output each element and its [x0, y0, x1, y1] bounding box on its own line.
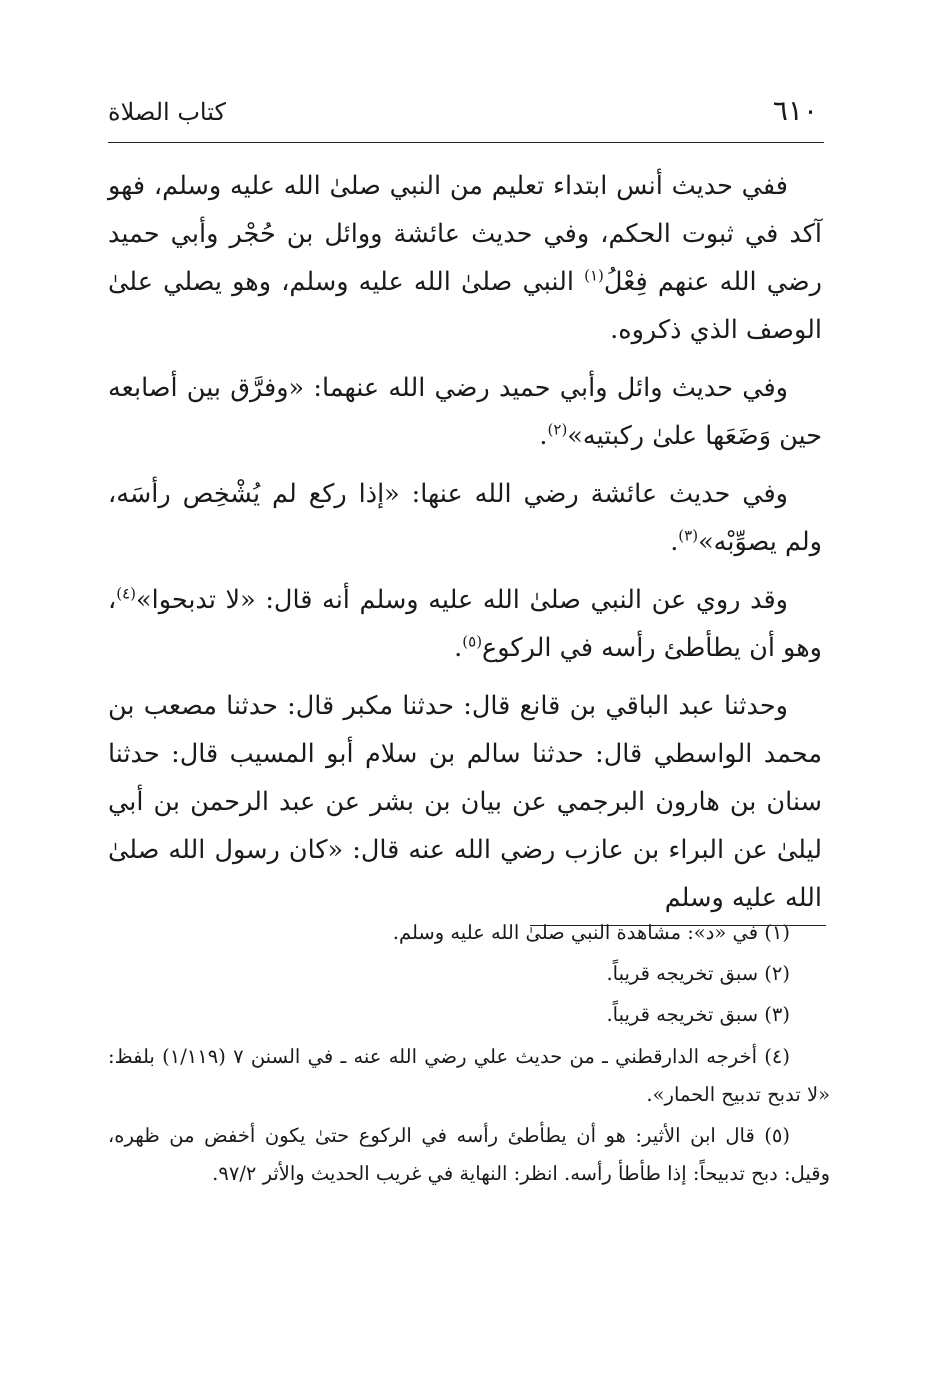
paragraph-text: النبي صلىٰ الله عليه وسلم، وهو يصلي علىٰ الوصف الذي ذكروه.: [108, 267, 822, 345]
footnote-reference: (١): [584, 266, 604, 285]
paragraph-text: .: [539, 421, 548, 451]
footnote-2: (٢) سبق تخريجه قريباً.: [606, 962, 790, 985]
paragraph-text: وفي حديث وائل وأبي حميد رضي الله عنهما: «وفرَّق بين أصابعه حين وَضَعَها علىٰ ركبتيه»: [108, 373, 822, 451]
header-rule: [108, 142, 824, 143]
paragraph-text: .: [454, 633, 463, 663]
paragraph-text: ففي حديث أنس ابتداء تعليم من النبي صلىٰ الله عليه وسلم، فهو آكد في ثبوت الحكم، وفي حديث عائشة ووائل بن حُجْر وأبي حميد رضي الله عنهم فِعْلُ: [108, 171, 822, 297]
page-number: ٦١٠: [772, 94, 818, 127]
main-text: [108, 162, 822, 932]
footnote-3: (٣) سبق تخريجه قريباً.: [606, 1003, 790, 1026]
footnote-reference: (٤): [116, 584, 137, 603]
footnote-reference: (٣): [678, 526, 699, 545]
footnote-reference: (٢): [547, 420, 568, 439]
paragraph-2: [108, 364, 822, 460]
paragraph-3: [108, 470, 822, 566]
paragraph-4: [108, 576, 822, 672]
footnote-1: (١) في «د»: مشاهدة النبي صلىٰ الله عليه وسلم.: [392, 921, 790, 944]
paragraph-5: [108, 682, 822, 922]
footnote-5: (٥) قال ابن الأثير: هو أن يطأطئ رأسه في الركوع حتىٰ يكون أخفض من ظهره، وقيل: دبح تدبيحاً: إذا طأطأ رأسه. انظر: النهاية في غريب الحديث والأثر ٩٧/٢.: [108, 1124, 830, 1185]
paragraph-text: وفي حديث عائشة رضي الله عنها: «إذا ركع لم يُشْخِص رأسَه، ولم يصوِّبْه»: [108, 479, 822, 557]
footnote-reference: (٥): [462, 632, 483, 651]
paragraph-text: .: [670, 527, 679, 557]
paragraph-text: وحدثنا عبد الباقي بن قانع قال: حدثنا مكبر قال: حدثنا مصعب بن محمد الواسطي قال: حدثنا سالم بن سلام أبو المسيب قال: حدثنا سنان بن هارون البرجمي عن بيان بن بشر عن عبد الرحمن بن أبي ليلىٰ عن البراء بن عازب رضي الله عنه قال: «كان رسول الله صلىٰ الله عليه وسلم: [108, 691, 822, 913]
footnotes: [108, 912, 830, 1193]
page-header: [108, 94, 824, 134]
paragraph-text: وقد روي عن النبي صلىٰ الله عليه وسلم أنه قال: «لا تدبحوا»: [136, 585, 788, 615]
paragraph-text: ، وهو أن يطأطئ رأسه في الركوع: [108, 585, 822, 663]
running-title: كتاب الصلاة: [108, 98, 226, 126]
paragraph-1: [108, 162, 822, 354]
footnote-4: (٤) أخرجه الدارقطني ـ من حديث علي رضي الله عنه ـ في السنن ٧ (١/١١٩) بلفظ: «لا تدبح تدبيح الحمار».: [108, 1045, 830, 1106]
